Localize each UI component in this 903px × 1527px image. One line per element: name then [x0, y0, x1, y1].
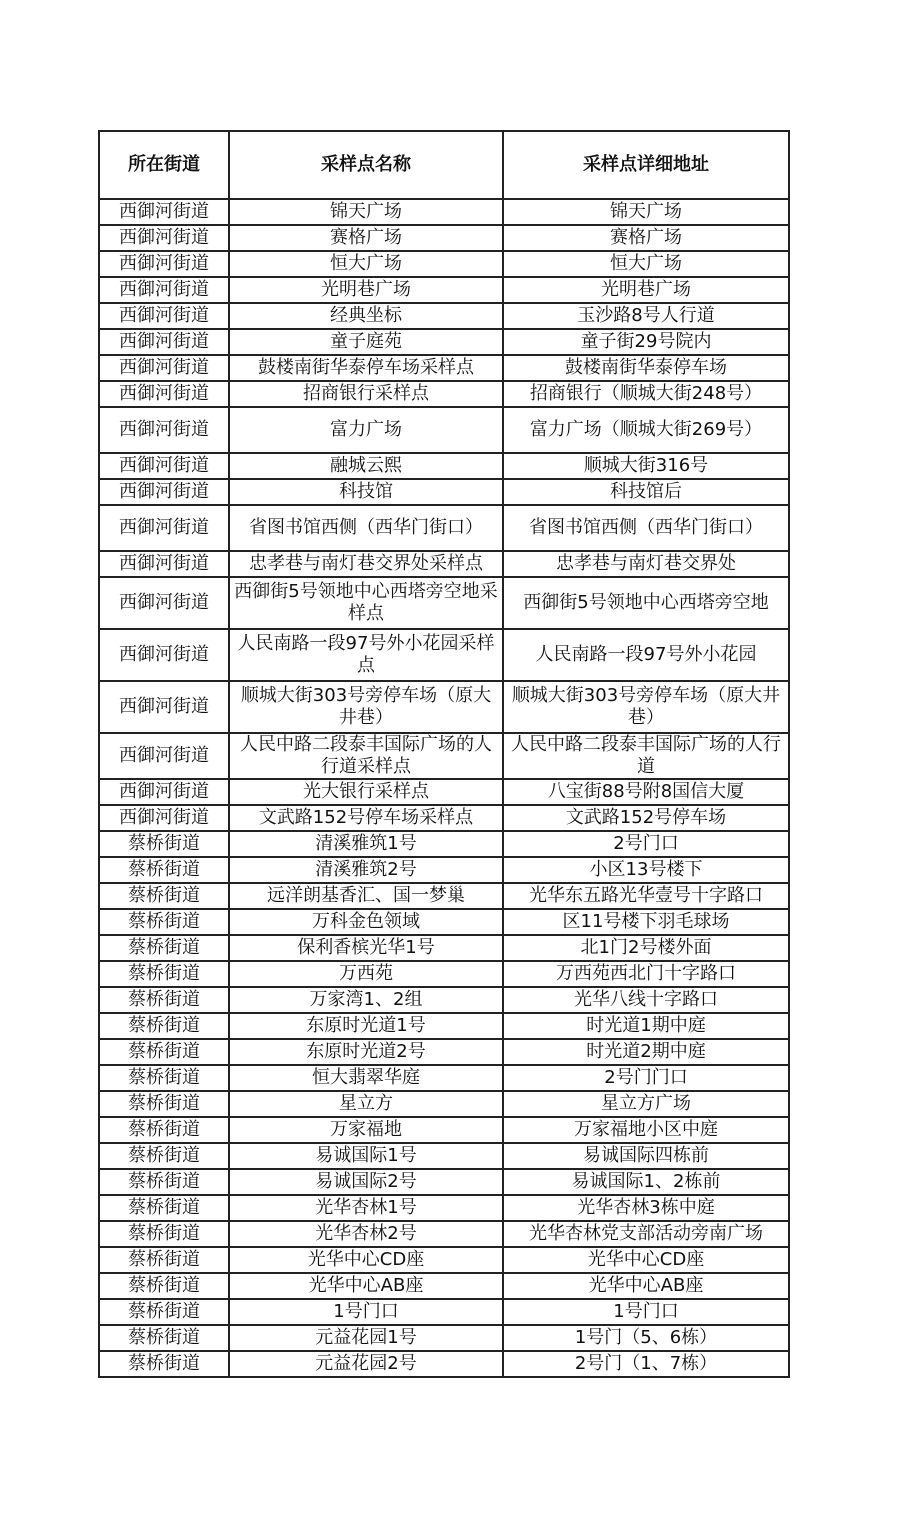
cell-site-address	[503, 987, 789, 1013]
table-row	[99, 1091, 789, 1117]
cell-street	[99, 381, 229, 407]
cell-site-address-text: 1号门（5、6栋）	[574, 1327, 718, 1348]
cell-site-address-text: 赛格广场	[610, 227, 682, 248]
cell-site-name	[229, 505, 503, 551]
cell-site-address-text: 光华东五路光华壹号十字路口	[529, 885, 763, 906]
sampling-sites-table	[98, 130, 790, 1378]
cell-site-address-text: 富力广场（顺城大街269号）	[529, 419, 763, 440]
cell-site-name-text: 恒大广场	[330, 253, 402, 274]
cell-site-name	[229, 1247, 503, 1273]
cell-site-address	[503, 407, 789, 453]
cell-site-address	[503, 251, 789, 277]
cell-site-address-text: 科技馆后	[610, 481, 682, 502]
cell-site-address	[503, 629, 789, 681]
cell-site-name	[229, 1195, 503, 1221]
cell-site-address-text: 西御街5号领地中心西塔旁空地	[523, 592, 769, 613]
table-row	[99, 1117, 789, 1143]
cell-street	[99, 629, 229, 681]
table-row	[99, 805, 789, 831]
cell-site-name-text: 光大银行采样点	[303, 781, 429, 802]
cell-site-address-text: 光华中心CD座	[587, 1249, 705, 1270]
cell-street-text: 蔡桥街道	[128, 1197, 200, 1218]
cell-site-name	[229, 987, 503, 1013]
table-row	[99, 1221, 789, 1247]
cell-street-text: 西御河街道	[119, 696, 209, 717]
cell-site-name-text: 元益花园1号	[315, 1327, 417, 1348]
cell-site-address	[503, 1065, 789, 1091]
cell-site-name-text: 万家湾1、2组	[309, 989, 423, 1010]
cell-site-address-text: 省图书馆西侧（西华门街口）	[529, 517, 763, 538]
cell-site-address-text: 恒大广场	[610, 253, 682, 274]
cell-street-text: 西御河街道	[119, 745, 209, 766]
cell-street	[99, 1117, 229, 1143]
cell-site-address-text: 区11号楼下羽毛球场	[562, 911, 730, 932]
cell-site-name	[229, 1013, 503, 1039]
cell-site-name	[229, 329, 503, 355]
cell-street-text: 蔡桥街道	[128, 1327, 200, 1348]
cell-site-address	[503, 779, 789, 805]
table-row	[99, 733, 789, 779]
cell-site-name-text: 光华中心AB座	[308, 1275, 424, 1296]
table-body	[99, 199, 789, 1377]
cell-site-name	[229, 909, 503, 935]
cell-street-text: 西御河街道	[119, 481, 209, 502]
cell-street-text: 蔡桥街道	[128, 963, 200, 984]
cell-site-name	[229, 355, 503, 381]
cell-site-name	[229, 551, 503, 577]
table-row	[99, 1299, 789, 1325]
cell-site-address-text: 锦天广场	[610, 201, 682, 222]
cell-street	[99, 779, 229, 805]
cell-site-name	[229, 1299, 503, 1325]
cell-street	[99, 909, 229, 935]
cell-site-name	[229, 251, 503, 277]
cell-site-address-text: 易诚国际四栋前	[583, 1145, 709, 1166]
cell-street	[99, 407, 229, 453]
cell-street	[99, 355, 229, 381]
table-row	[99, 935, 789, 961]
header-street: 所在街道	[99, 131, 229, 199]
cell-site-address	[503, 199, 789, 225]
cell-street-text: 蔡桥街道	[128, 911, 200, 932]
cell-street	[99, 577, 229, 629]
cell-street-text: 蔡桥街道	[128, 1093, 200, 1114]
cell-site-address-text: 玉沙路8号人行道	[577, 305, 715, 326]
cell-site-name-text: 经典坐标	[330, 305, 402, 326]
cell-site-name	[229, 577, 503, 629]
cell-site-address	[503, 681, 789, 733]
cell-site-name-text: 西御街5号领地中心西塔旁空地采样点	[234, 581, 498, 624]
cell-site-address	[503, 733, 789, 779]
cell-site-address-text: 文武路152号停车场	[565, 807, 727, 828]
cell-site-name-text: 光华杏林1号	[315, 1197, 417, 1218]
cell-street-text: 西御河街道	[119, 517, 209, 538]
cell-site-address	[503, 831, 789, 857]
cell-site-address-text: 光华杏林党支部活动旁南广场	[529, 1223, 763, 1244]
cell-site-address-text: 小区13号楼下	[589, 859, 703, 880]
cell-site-address-text: 人民中路二段泰丰国际广场的人行道	[511, 734, 781, 777]
table-row	[99, 1039, 789, 1065]
cell-site-address	[503, 381, 789, 407]
cell-street-text: 西御河街道	[119, 227, 209, 248]
cell-site-address	[503, 1117, 789, 1143]
cell-street-text: 西御河街道	[119, 279, 209, 300]
table-row	[99, 1247, 789, 1273]
cell-site-address-text: 万家福地小区中庭	[574, 1119, 718, 1140]
cell-site-address	[503, 355, 789, 381]
table-row	[99, 1273, 789, 1299]
cell-street	[99, 1065, 229, 1091]
cell-street-text: 西御河街道	[119, 807, 209, 828]
table-row	[99, 1065, 789, 1091]
table-row	[99, 681, 789, 733]
table-row	[99, 857, 789, 883]
cell-site-address	[503, 1221, 789, 1247]
table-row	[99, 1143, 789, 1169]
table-row	[99, 961, 789, 987]
cell-site-name-text: 星立方	[339, 1093, 393, 1114]
cell-street	[99, 987, 229, 1013]
cell-site-name	[229, 779, 503, 805]
table-row	[99, 831, 789, 857]
cell-street-text: 蔡桥街道	[128, 1171, 200, 1192]
cell-street	[99, 1351, 229, 1377]
cell-street-text: 西御河街道	[119, 305, 209, 326]
cell-site-address-text: 星立方广场	[601, 1093, 691, 1114]
cell-street	[99, 935, 229, 961]
cell-site-address	[503, 225, 789, 251]
cell-site-name	[229, 277, 503, 303]
table-row	[99, 779, 789, 805]
cell-site-name-text: 清溪雅筑2号	[315, 859, 417, 880]
cell-site-address-text: 时光道2期中庭	[586, 1041, 706, 1062]
table-row	[99, 407, 789, 453]
table-row	[99, 505, 789, 551]
cell-site-address-text: 时光道1期中庭	[586, 1015, 706, 1036]
cell-street	[99, 1195, 229, 1221]
cell-site-name	[229, 1117, 503, 1143]
table-row	[99, 883, 789, 909]
cell-street	[99, 1039, 229, 1065]
cell-street-text: 蔡桥街道	[128, 859, 200, 880]
table-row	[99, 551, 789, 577]
table-row	[99, 1351, 789, 1377]
cell-street-text: 西御河街道	[119, 331, 209, 352]
cell-site-address	[503, 857, 789, 883]
cell-street	[99, 1299, 229, 1325]
cell-site-address-text: 北1门2号楼外面	[580, 937, 712, 958]
cell-site-address-text: 招商银行（顺城大街248号）	[529, 383, 763, 404]
cell-site-address	[503, 1299, 789, 1325]
cell-site-address	[503, 329, 789, 355]
cell-street	[99, 1273, 229, 1299]
table-row	[99, 1325, 789, 1351]
cell-street	[99, 551, 229, 577]
cell-site-name-text: 万西苑	[339, 963, 393, 984]
cell-site-address	[503, 883, 789, 909]
cell-street	[99, 479, 229, 505]
table-header-row	[99, 131, 789, 199]
cell-site-name	[229, 407, 503, 453]
cell-street-text: 蔡桥街道	[128, 1249, 200, 1270]
table-row	[99, 303, 789, 329]
cell-site-address-text: 忠孝巷与南灯巷交界处	[556, 553, 736, 574]
cell-street	[99, 805, 229, 831]
table-row	[99, 355, 789, 381]
cell-street	[99, 1143, 229, 1169]
cell-site-name-text: 鼓楼南街华泰停车场采样点	[258, 357, 474, 378]
cell-street	[99, 831, 229, 857]
cell-site-address	[503, 1013, 789, 1039]
cell-street	[99, 199, 229, 225]
table-row	[99, 453, 789, 479]
cell-site-address	[503, 1039, 789, 1065]
table-row	[99, 629, 789, 681]
cell-site-name	[229, 681, 503, 733]
cell-street-text: 蔡桥街道	[128, 1275, 200, 1296]
cell-street-text: 蔡桥街道	[128, 989, 200, 1010]
cell-site-address	[503, 479, 789, 505]
cell-street-text: 蔡桥街道	[128, 1353, 200, 1374]
cell-site-name-text: 忠孝巷与南灯巷交界处采样点	[249, 553, 483, 574]
cell-site-address-text: 1号门口	[613, 1301, 679, 1322]
cell-site-name-text: 人民中路二段泰丰国际广场的人行道采样点	[240, 734, 492, 777]
cell-street-text: 蔡桥街道	[128, 1015, 200, 1036]
cell-street	[99, 303, 229, 329]
cell-street-text: 西御河街道	[119, 644, 209, 665]
cell-street-text: 蔡桥街道	[128, 1067, 200, 1088]
cell-site-address	[503, 1169, 789, 1195]
cell-street-text: 西御河街道	[119, 383, 209, 404]
table-row	[99, 1169, 789, 1195]
cell-site-name-text: 顺城大街303号旁停车场（原大井巷）	[240, 685, 492, 728]
cell-street-text: 西御河街道	[119, 592, 209, 613]
cell-street-text: 蔡桥街道	[128, 1041, 200, 1062]
cell-site-name	[229, 1039, 503, 1065]
cell-site-address-text: 童子街29号院内	[580, 331, 712, 352]
table-row	[99, 251, 789, 277]
table-row	[99, 577, 789, 629]
cell-site-name	[229, 1169, 503, 1195]
cell-site-address-text: 易诚国际1、2栋前	[571, 1171, 721, 1192]
cell-site-name-text: 易诚国际2号	[315, 1171, 417, 1192]
cell-site-name-text: 1号门口	[333, 1301, 399, 1322]
cell-site-name-text: 易诚国际1号	[315, 1145, 417, 1166]
cell-site-name	[229, 225, 503, 251]
cell-site-name	[229, 1325, 503, 1351]
cell-site-name	[229, 733, 503, 779]
header-site-name: 采样点名称	[229, 131, 503, 199]
cell-site-name	[229, 857, 503, 883]
cell-site-address	[503, 1143, 789, 1169]
cell-site-name-text: 光明巷广场	[321, 279, 411, 300]
header-site-address: 采样点详细地址	[503, 131, 789, 199]
cell-site-name	[229, 1273, 503, 1299]
cell-site-address	[503, 1195, 789, 1221]
cell-street	[99, 1091, 229, 1117]
cell-site-name	[229, 935, 503, 961]
cell-street-text: 西御河街道	[119, 553, 209, 574]
cell-site-name	[229, 1143, 503, 1169]
cell-site-name	[229, 1091, 503, 1117]
cell-site-name	[229, 1221, 503, 1247]
cell-street	[99, 1013, 229, 1039]
cell-site-address-text: 光明巷广场	[601, 279, 691, 300]
cell-site-address-text: 鼓楼南街华泰停车场	[565, 357, 727, 378]
cell-street-text: 西御河街道	[119, 455, 209, 476]
cell-site-name-text: 恒大翡翠华庭	[312, 1067, 420, 1088]
cell-site-name	[229, 1065, 503, 1091]
cell-site-address-text: 人民南路一段97号外小花园	[535, 644, 757, 665]
cell-site-name-text: 科技馆	[339, 481, 393, 502]
cell-site-name-text: 人民南路一段97号外小花园采样点	[237, 633, 495, 676]
cell-street	[99, 1325, 229, 1351]
cell-street-text: 蔡桥街道	[128, 1223, 200, 1244]
cell-site-address-text: 2号门口	[613, 833, 679, 854]
cell-site-name-text: 万家福地	[330, 1119, 402, 1140]
cell-site-address-text: 2号门（1、7栋）	[574, 1353, 718, 1374]
cell-site-address	[503, 961, 789, 987]
cell-site-name-text: 富力广场	[330, 419, 402, 440]
cell-street	[99, 453, 229, 479]
table-row	[99, 199, 789, 225]
table-row	[99, 329, 789, 355]
cell-street-text: 西御河街道	[119, 357, 209, 378]
cell-site-name-text: 元益花园2号	[315, 1353, 417, 1374]
cell-street	[99, 251, 229, 277]
cell-street	[99, 505, 229, 551]
cell-site-address-text: 顺城大街303号旁停车场（原大井巷）	[511, 685, 781, 728]
cell-site-address	[503, 935, 789, 961]
cell-site-address	[503, 1351, 789, 1377]
cell-street-text: 西御河街道	[119, 419, 209, 440]
table-row	[99, 225, 789, 251]
table-row	[99, 277, 789, 303]
cell-street-text: 西御河街道	[119, 253, 209, 274]
cell-site-address-text: 八宝街88号附8国信大厦	[547, 781, 745, 802]
cell-site-name-text: 万科金色领域	[312, 911, 420, 932]
cell-site-name	[229, 805, 503, 831]
cell-street-text: 蔡桥街道	[128, 937, 200, 958]
cell-site-name-text: 东原时光道1号	[306, 1015, 426, 1036]
cell-street	[99, 277, 229, 303]
cell-site-name	[229, 453, 503, 479]
cell-site-name	[229, 629, 503, 681]
cell-site-name	[229, 1351, 503, 1377]
cell-site-name	[229, 961, 503, 987]
table-row	[99, 987, 789, 1013]
cell-site-address	[503, 453, 789, 479]
cell-street-text: 蔡桥街道	[128, 1301, 200, 1322]
cell-site-name-text: 招商银行采样点	[303, 383, 429, 404]
cell-site-name-text: 光华杏林2号	[315, 1223, 417, 1244]
cell-site-address-text: 光华杏林3栋中庭	[577, 1197, 715, 1218]
cell-street-text: 蔡桥街道	[128, 833, 200, 854]
cell-site-name	[229, 303, 503, 329]
cell-site-address-text: 2号门门口	[604, 1067, 688, 1088]
cell-site-name-text: 融城云熙	[330, 455, 402, 476]
cell-site-address	[503, 277, 789, 303]
cell-site-address	[503, 303, 789, 329]
cell-site-name-text: 文武路152号停车场采样点	[258, 807, 474, 828]
table-row	[99, 1013, 789, 1039]
cell-site-name	[229, 199, 503, 225]
cell-street-text: 蔡桥街道	[128, 1119, 200, 1140]
cell-site-address-text: 万西苑西北门十字路口	[556, 963, 736, 984]
cell-site-name-text: 童子庭苑	[330, 331, 402, 352]
cell-site-address	[503, 1273, 789, 1299]
cell-site-address	[503, 909, 789, 935]
cell-street-text: 蔡桥街道	[128, 885, 200, 906]
cell-site-address	[503, 805, 789, 831]
cell-site-name-text: 东原时光道2号	[306, 1041, 426, 1062]
cell-site-name	[229, 831, 503, 857]
cell-street-text: 蔡桥街道	[128, 1145, 200, 1166]
cell-site-name-text: 保利香槟光华1号	[297, 937, 435, 958]
cell-street	[99, 329, 229, 355]
cell-street	[99, 1221, 229, 1247]
cell-site-name-text: 远洋朗基香汇、国一梦巢	[267, 885, 465, 906]
cell-street	[99, 1169, 229, 1195]
cell-site-name-text: 锦天广场	[330, 201, 402, 222]
cell-street	[99, 225, 229, 251]
cell-site-address	[503, 1325, 789, 1351]
cell-street-text: 西御河街道	[119, 201, 209, 222]
cell-site-address-text: 顺城大街316号	[583, 455, 709, 476]
cell-site-name	[229, 381, 503, 407]
table-row	[99, 381, 789, 407]
cell-site-name	[229, 883, 503, 909]
cell-street	[99, 1247, 229, 1273]
cell-street	[99, 681, 229, 733]
cell-street	[99, 883, 229, 909]
cell-street-text: 西御河街道	[119, 781, 209, 802]
table-row	[99, 1195, 789, 1221]
cell-site-address-text: 光华八线十字路口	[574, 989, 718, 1010]
cell-site-address	[503, 505, 789, 551]
cell-site-name-text: 省图书馆西侧（西华门街口）	[249, 517, 483, 538]
cell-site-name	[229, 479, 503, 505]
cell-site-name-text: 赛格广场	[330, 227, 402, 248]
table-row	[99, 909, 789, 935]
cell-street	[99, 857, 229, 883]
cell-street	[99, 733, 229, 779]
cell-site-name-text: 清溪雅筑1号	[315, 833, 417, 854]
table-row	[99, 479, 789, 505]
cell-site-address	[503, 1091, 789, 1117]
cell-street	[99, 961, 229, 987]
cell-site-name-text: 光华中心CD座	[307, 1249, 425, 1270]
cell-site-address-text: 光华中心AB座	[588, 1275, 704, 1296]
cell-site-address	[503, 551, 789, 577]
cell-site-address	[503, 1247, 789, 1273]
cell-site-address	[503, 577, 789, 629]
